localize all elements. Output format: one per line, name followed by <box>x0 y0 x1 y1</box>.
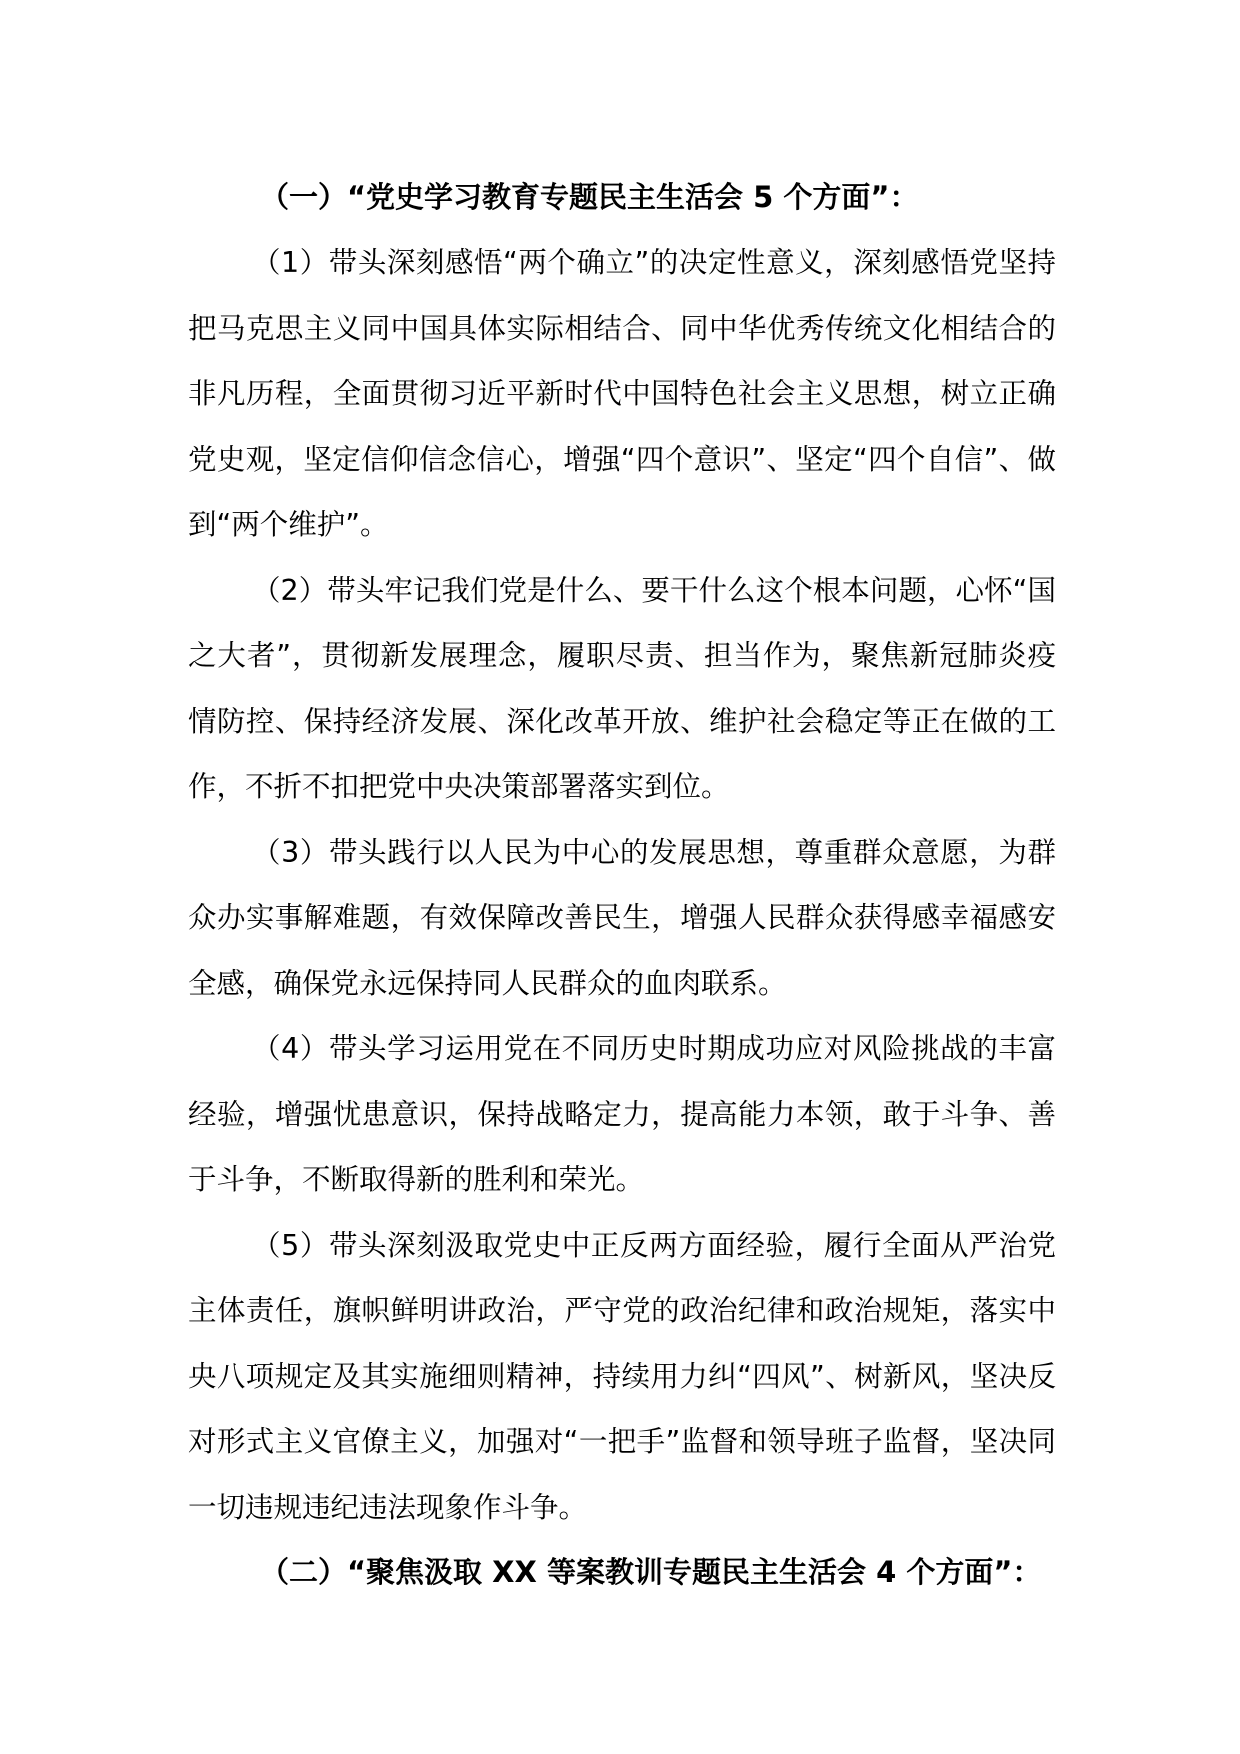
paragraph-4: （4）带头学习运用党在不同历史时期成功应对风险挑战的丰富经验，增强忧患意识，保持战略定力，提高能力本领，敢于斗争、善于斗争，不断取得新的胜利和荣光。 <box>188 1032 1056 1196</box>
section-heading-1: （一）“党史学习教育专题民主生活会 5 个方面”： <box>260 180 919 214</box>
paragraph-5: （5）带头深刻汲取党史中正反两方面经验，履行全面从严治党主体责任，旗帜鲜明讲政治，严守党的政治纪律和政治规矩，落实中央八项规定及其实施细则精神，持续用力纠“四风”、树新风，坚决反对形式主义官僚主义，加强对“一把手”监督和领导班子监督，坚决同一切违规违纪违法现象作斗争。 <box>188 1228 1056 1524</box>
paragraph-1: （1）带头深刻感悟“两个确立”的决定性意义，深刻感悟党坚持把马克思主义同中国具体实际相结合、同中华优秀传统文化相结合的非凡历程，全面贯彻习近平新时代中国特色社会主义思想，树立正确党史观，坚定信仰信念信心，增强“四个意识”、坚定“四个自信”、做到“两个维护”。 <box>188 246 1056 541</box>
document-page <box>188 165 1056 1605</box>
paragraph-3: （3）带头践行以人民为中心的发展思想，尊重群众意愿，为群众办实事解难题，有效保障改善民生，增强人民群众获得感幸福感安全感，确保党永远保持同人民群众的血肉联系。 <box>188 835 1056 1000</box>
paragraph-2: （2）带头牢记我们党是什么、要干什么这个根本问题，心怀“国之大者”，贯彻新发展理念，履职尽责、担当作为，聚焦新冠肺炎疫情防控、保持经济发展、深化改革开放、维护社会稳定等正在做的工作，不折不扣把党中央决策部署落实到位。 <box>188 573 1056 803</box>
section-heading-2: （二）“聚焦汲取 XX 等案教训专题民主生活会 4 个方面”： <box>260 1555 1042 1589</box>
